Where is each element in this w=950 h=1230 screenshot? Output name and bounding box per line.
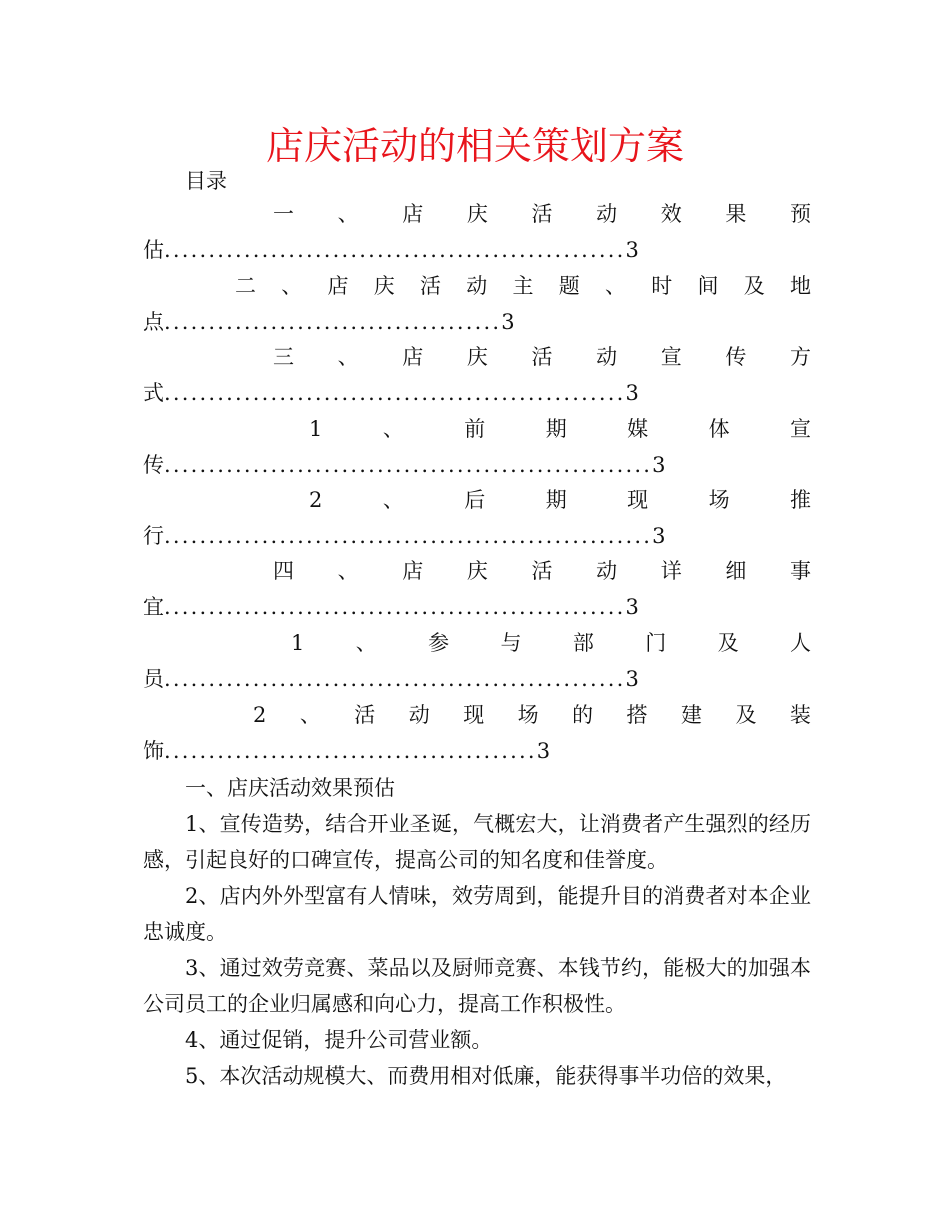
toc-char: 四 [273,559,294,583]
toc-page-number: 3 [625,667,639,691]
toc-char: 现 [463,703,485,727]
paragraph-2: 2、店内外外型富有人情味，效劳周到，能提升目的消费者对本企业忠诚度。 [143,884,811,944]
toc-label: 目录 [185,169,227,193]
toc-dot-leader: .................................................... [164,381,626,405]
page-title: 店庆活动的相关策划方案 [265,124,684,168]
toc-char: 地 [790,274,811,298]
toc-char: 媒 [627,417,649,441]
toc-char: 场 [708,488,730,512]
toc-char: 果 [725,202,747,226]
toc-char: 庆 [373,274,395,298]
toc-char: 、 [382,488,404,512]
toc-dot-leader: .................................................... [164,595,626,619]
toc-entry-leader [143,661,811,697]
toc-char: 、 [299,703,321,727]
toc-char: 店 [402,345,424,369]
toc-char: 、 [281,274,303,298]
toc-char: 庆 [466,202,488,226]
toc-char: 人 [790,631,811,655]
toc-last-char: 行 [143,524,164,548]
toc-page-number: 3 [652,453,666,477]
toc-dot-leader: ....................................................... [164,524,653,548]
toc-entry[interactable] [143,625,811,697]
toc-char: 三 [273,345,294,369]
paragraph-1: 1、宣传造势，结合开业圣诞，气概宏大，让消费者产生强烈的经历感，引起良好的口碑宣传，提高公司的知名度和佳誉度。 [143,812,811,872]
toc-char: 装 [789,703,811,727]
toc-entry-leader [143,304,811,340]
toc-char: 建 [681,703,702,727]
paragraph-5: 5、本次活动规模大、而费用相对低廉，能获得事半功倍的效果， [185,1064,787,1088]
toc-entry[interactable] [143,697,811,769]
toc-dot-leader: .......................................... [164,739,537,763]
toc-char: 题 [558,274,580,298]
toc-entry[interactable] [143,339,811,411]
toc-entry-leader [143,733,811,769]
toc-char: 推 [790,488,811,512]
toc-char: 期 [545,417,567,441]
toc-char: 的 [572,703,594,727]
toc-char: 、 [337,202,359,226]
toc-char: 2 [253,703,267,727]
toc-entry[interactable] [143,553,811,625]
toc-dot-leader: .................................................... [164,667,626,691]
toc-page-number: 3 [536,739,551,763]
toc-char: 一 [273,202,294,226]
toc-entry-line [143,411,811,447]
toc-entry[interactable] [143,482,811,554]
toc-entry-line [143,339,811,375]
toc-entry-line [143,697,811,733]
paragraph-3: 3、通过效劳竞赛、菜品以及厨师竞赛、本钱节约，能极大的加强本公司员工的企业归属感和向心力，提高工作积极性。 [143,956,811,1016]
toc-char: 时 [651,274,673,298]
toc-char: 后 [464,488,486,512]
toc-char: 动 [596,559,618,583]
toc-entry[interactable] [143,196,811,268]
toc-char: 预 [790,202,811,226]
toc-char: 场 [517,703,539,727]
section-heading: 一、店庆活动效果预估 [185,776,395,800]
toc-entry[interactable] [143,411,811,483]
toc-char: 期 [545,488,567,512]
toc-char: 1 [291,631,305,655]
toc-last-char: 传 [143,453,164,477]
toc-char: 动 [596,345,618,369]
toc-entry-line [143,268,811,304]
toc-char: 活 [354,703,376,727]
toc-entry-leader [143,232,811,268]
toc-page-number: 3 [501,310,515,334]
toc-last-char: 宜 [143,595,164,619]
toc-char: 传 [725,345,747,369]
toc-char: 宣 [790,417,811,441]
toc-char: 庆 [466,559,488,583]
toc-entry-leader [143,518,811,554]
toc-char: 活 [531,202,553,226]
toc-char: 店 [402,559,424,583]
toc-entry-leader [143,447,811,483]
toc-char: 间 [697,274,719,298]
toc-char: 、 [605,274,626,298]
toc-char: 部 [572,631,594,655]
toc-dot-leader: ...................................... [164,310,502,334]
paragraph-4: 4、通过促销，提升公司营业额。 [185,1028,493,1052]
toc-char: 动 [408,703,430,727]
toc-char: 细 [725,559,747,583]
toc-char: 1 [309,417,323,441]
toc-char: 门 [645,631,667,655]
toc-entry-leader [143,375,811,411]
toc-char: 、 [382,417,404,441]
toc-entry[interactable] [143,268,811,340]
toc-last-char: 饰 [143,739,164,763]
toc-page-number: 3 [625,381,639,405]
toc-entry-leader [143,589,811,625]
toc-last-char: 员 [143,667,164,691]
toc-char: 活 [420,274,441,298]
toc-char: 及 [743,274,765,298]
toc-char: 、 [337,559,359,583]
toc-char: 庆 [466,345,488,369]
toc-char: 事 [790,559,811,583]
toc-char: 店 [402,202,424,226]
toc-char: 2 [309,488,323,512]
toc-last-char: 估 [143,238,164,262]
toc-char: 店 [327,274,349,298]
toc-char: 主 [512,274,534,298]
toc-char: 宣 [660,345,682,369]
toc-char: 搭 [626,703,648,727]
toc-char: 、 [355,631,377,655]
toc-last-char: 点 [143,310,164,334]
toc-entry-line [143,553,811,589]
toc-page-number: 3 [625,238,639,262]
toc-char: 动 [596,202,618,226]
toc-entry-line [143,196,811,232]
toc-last-char: 式 [143,381,164,405]
toc-page-number: 3 [652,524,666,548]
toc-entry-line [143,482,811,518]
toc-char: 体 [708,417,730,441]
toc-dot-leader: .................................................... [164,238,626,262]
toc-char: 与 [500,631,522,655]
toc-char: 方 [790,345,811,369]
toc-char: 活 [531,345,553,369]
toc-char: 效 [660,202,682,226]
toc-dot-leader: ....................................................... [164,453,653,477]
toc-char: 动 [466,274,488,298]
toc-page-number: 3 [625,595,639,619]
toc-char: 、 [337,345,359,369]
toc-char: 二 [235,274,256,298]
toc-char: 参 [428,631,450,655]
toc-char: 活 [531,559,553,583]
toc-char: 及 [735,703,757,727]
toc-char: 前 [464,417,486,441]
toc-char: 现 [627,488,649,512]
toc-entry-line [143,625,811,661]
toc-char: 详 [660,559,682,583]
toc-char: 及 [717,631,739,655]
